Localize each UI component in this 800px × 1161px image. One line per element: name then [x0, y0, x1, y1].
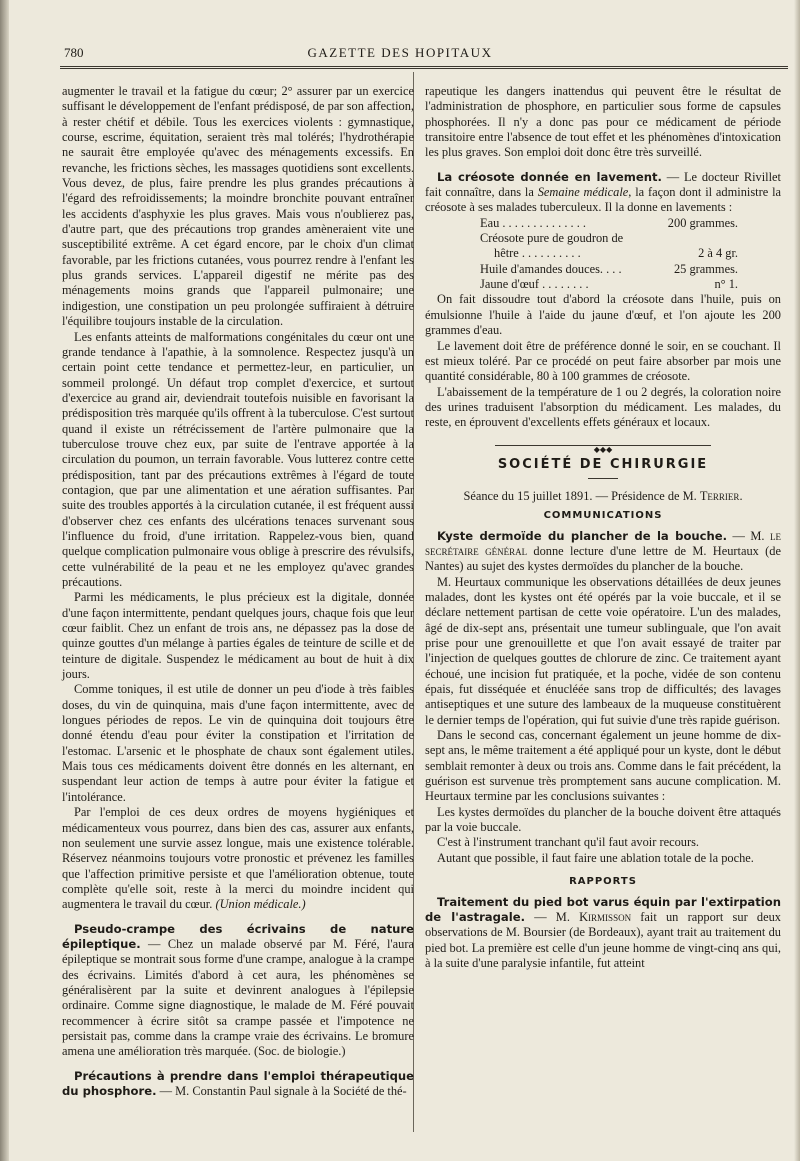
article-pied-bot [425, 895, 781, 972]
article-kyste [425, 529, 781, 575]
paragraph: C'est à l'instrument tranchant qu'il faut avoir recours. [437, 835, 700, 850]
paragraph: M. Heurtaux communique les observations détaillées de deux jeunes malades, dont les kystes ont été opérés par la voie buccale, et il se déclare nettement partisan de cette voie opératoire. L'un des malades, âgé de dix-sept ans, présentait une tumeur sublinguale, que l'on avait prise pour une grenouillette et que l'on avait essayé de traiter par l'injection de quelques gouttes de chlorure de zinc. Ce traitement ayant échoué, une incision fut pratiquée, et la poche, vidée de son contenu épais, fut disséquée et énucléée sans trop de difficultés; des lavages antiseptiques et une suture des lambeaux de la muqueuse constituèrent le dernier temps de l'opération, qui fut suivie d'une très rapide guérison. [425, 574, 781, 727]
article-title: Pseudo-crampe des écrivains de nature épileptique. [62, 921, 414, 951]
header-double-rule [60, 66, 788, 69]
subsection-heading: RAPPORTS [569, 876, 637, 888]
paragraph: augmenter le travail et la fatigue du cœur; 2° assurer par un exercice suffisant le développement de l'enfant prédisposé, de par son affection, à rester chétif et débile. Tous les exercices violents : gymnastique, course, escrime, équitation, seraient très mal tolérés; l'hydrothérapie ne saurait être employée qu'avec des ménagements excessifs. En revanche, les frictions sèches, les massages quotidiens sont excellents. Vous devez, de plus, faire prendre les plus grandes précautions à l'égard des refroidissements; la moindre bronchite pouvant entraîner les accidents d'asphyxie les plus graves. Mais vous n'oublierez pas, d'autre part, que des précautions trop grandes amèneraient vite une susceptibilité extrême. A cet égard encore, par le choix d'un climat favorable, par les frictions cutanées, vous pourrez rendre à l'enfant les plus grands services. L'appareil digestif ne mérite pas des ménagements moins grands que l'appareil pulmonaire; une indigestion, une constipation un peu prolongée suffiraient à détruire l'équilibre toujours instable de la circulation. [62, 84, 414, 329]
recipe-line [480, 262, 738, 277]
paragraph: rapeutique les dangers inattendus qui peuvent être le résultat de l'administration de phosphore, en particulier sous forme de capsules phosphorées. Il n'y a donc pas pour ce médicament de période transitoire entre l'absence de tout effet et les phénomènes d'intoxication les plus graves. Son emploi doit donc être très surveillé. [425, 84, 781, 160]
article-body: , la façon dont il administre la créosote à ses malades tuberculeux. Il la donne en lavements : [425, 185, 782, 215]
subsection-heading: COMMUNICATIONS [543, 510, 663, 522]
session-text: Séance du 15 juillet 1891. — Présidence de M. [463, 488, 700, 503]
paragraph: Dans le second cas, concernant également un jeune homme de dix-sept ans, le même traitement a été appliqué pour un kyste, dont le début semblait remonter à deux ou trois ans. Comme dans le fait précédent, la guérison est survenue très promptement sans aucune complication. M. Heurtaux termine par les conclusions suivantes : [425, 728, 781, 804]
article-body: — Le docteur Rivillet fait connaître, dans la [425, 169, 781, 200]
article-body: — Chez un malade observé par M. Féré, l'aura épileptique se montrait sous forme d'une crampe, analogue à la crampe des écrivains. Limités d'abord à cet aura, les phénomènes se généralisèrent par la suite et devinrent analogues à l'épilepsie ordinaire. Comme signe diagnostique, le malade de M. Féré pouvait recommencer à écrire sitôt sa crampe passée et l'impotence ne persistait pas, comme dans la crampe vraie des écrivains. Le bromure amena une amélioration très marquée. (Soc. de biologie.) [62, 936, 414, 1059]
article-title: La créosote donnée en lavement. [437, 169, 662, 184]
paragraph: Autant que possible, il faut faire une ablation totale de la poche. [437, 850, 754, 865]
page-edge-shadow [794, 0, 800, 1161]
paragraph-text: Par l'emploi de ces deux ordres de moyens hygiéniques et médicamenteux vous pourrez, dans bien des cas, assurer aux enfants, non seulement une survie assez longue, mais une existence tolérable. Réservez néanmoins toujours votre pronostic et prévenez les familles que l'affection primitive persiste et que l'amélioration obtenue, toute complète qu'elle soit, reste à la merci du moindre incident qui augmentera le travail du cœur. [62, 805, 414, 912]
quantity: 200 grammes. [667, 215, 738, 230]
paragraph: Comme toniques, il est utile de donner un peu d'iode à très faibles doses, du vin de quinquina, mais d'une façon intermittente, avec de longues périodes de repos. Le vin de quinquina doit toujours être donné étendu d'eau pour éviter la constipation et l'irritation de l'estomac. L'arsenic et le phosphate de chaux sont également utiles. Mais tous ces médicaments doivent être donnés en les alternant, en suspendant leur action de temps à autre pour éviter la fatigue et l'intolérance. [62, 682, 414, 804]
paragraph: On fait dissoudre tout d'abord la créosote dans l'huile, puis on émulsionne l'huile à l'aide du jaune d'œuf, et l'on ajoute les 200 grammes d'eau. [425, 292, 781, 338]
prescription-recipe [480, 216, 738, 293]
article-pseudo-crampe [62, 922, 414, 1060]
quantity: n° 1. [714, 277, 738, 292]
left-column [62, 84, 414, 1099]
spacer [62, 913, 414, 922]
journal-title: GAZETTE DES HOPITAUX [307, 45, 493, 60]
quantity: 25 grammes. [673, 261, 738, 276]
heading-rule [588, 478, 618, 479]
dash: — [727, 528, 751, 543]
paragraph: Parmi les médicaments, le plus précieux est la digitale, donnée d'une façon intermittente, pendant quelques jours, chaque fois que leur cœur faiblit. Chez un enfant de trois ans, ne dépassez pas la dose de quinze gouttes d'un mélange à parties égales de teinture de scille et de teinture de digitale. Suspendez le médicament au bout de huit à dix jours. [62, 590, 414, 682]
article-phosphore [62, 1069, 414, 1100]
speaker: M. le secrétaire général [425, 528, 781, 558]
ingredient: Eau . . . . . . . . . . . . . . [480, 215, 586, 230]
journal-name: Semaine médicale [537, 185, 629, 200]
speaker: M. Kirmisson [555, 909, 632, 924]
ingredient: Huile d'amandes douces. . . . [480, 261, 622, 276]
article-body: fait un rapport sur deux observations de M. Boursier (de Bordeaux), ayant trait au traitement du pied bot. La première est celle d'un jeune homme de vingt-cinq ans qui, à la suite d'une paralysie infantile, fut atteint [425, 909, 781, 970]
paragraph: L'abaissement de la température de 1 ou 2 degrés, la coloration noire des urines traduisent l'absorption du médicament. Les malades, du reste, en éprouvent d'excellents effets généraux et locaux. [425, 384, 781, 430]
session-end: . [739, 488, 743, 503]
ingredient: Jaune d'œuf . . . . . . . . [480, 277, 589, 292]
ingredient: Créosote pure de goudron de [480, 231, 624, 246]
paragraph: Les kystes dermoïdes du plancher de la bouche doivent être attaqués par la voie buccale. [425, 804, 781, 835]
president-name: Terrier [699, 488, 740, 503]
recipe-line [480, 246, 738, 261]
spacer [62, 1060, 414, 1069]
paragraph: Le lavement doit être de préférence donné le soir, en se couchant. Il est mieux toléré. Par ce procédé on peut faire absorber par mois une quantité considérable, 80 à 100 grammes de créosote. [425, 338, 781, 384]
right-column [425, 84, 781, 971]
recipe-line [480, 231, 738, 246]
article-creosote [425, 170, 781, 216]
article-title: Précautions à prendre dans l'emploi thérapeutique du phosphore. [62, 1068, 414, 1098]
section-ornament [425, 441, 781, 454]
page-binding-shadow [0, 0, 9, 1161]
source-citation: (Union médicale.) [215, 897, 306, 912]
session-line [425, 489, 781, 504]
article-title: Traitement du pied bot varus équin par l'extirpation de l'astragale. [425, 894, 781, 924]
spacer [425, 161, 781, 170]
dash: — [525, 909, 556, 924]
paragraph [62, 805, 414, 912]
page-number: 780 [64, 45, 84, 60]
ingredient: hêtre . . . . . . . . . . [494, 246, 581, 261]
ornament-diamond-icon: ◆◆◆ [590, 446, 616, 454]
article-title: Kyste dermoïde du plancher de la bouche. [437, 528, 728, 543]
recipe-line [480, 216, 738, 231]
section-heading: SOCIÉTÉ DE CHIRURGIE [497, 456, 709, 472]
paragraph: Les enfants atteints de malformations congénitales du cœur ont une grande tendance à l'apathie, à la somnolence. Respectez jusqu'à un certain point cette tendance et permettez-leur, en particulier, un sommeil prolongé. Un défaut trop complet d'exercice, et surtout d'exercice au grand air, deviendrait toutefois nuisible en favorisant la prédisposition très marquée qu'ils offrent à la tuberculose. C'est surtout quand il existe un rétrécissement de l'artère pulmonaire que la tuberculose trouve chez eux, par suite de l'entrave apportée à la circulation du poumon, un terrain favorable. Vous lutterez contre cette prédisposition, tant par des précautions extrêmes à l'égard de toute contagion, que par une alimentation et une aération suffisantes. Par suite des troubles apportés à la circulation cutanée, il est fréquent aussi d'observer chez ces enfants des ulcérations tenaces survenant sous l'influence du froid, d'une irritation. Rappelez-vous bien, quand quelque complication pulmonaire vous oblige à prescrire des révulsifs, cette vulnérabilité de la peau et ne les employez qu'avec grandes précautions. [62, 329, 414, 589]
article-body: donne lecture d'une lettre de M. Heurtaux (de Nantes) au sujet des kystes dermoïdes du plancher de la bouche. [425, 543, 781, 574]
article-body: — M. Constantin Paul signale à la Société de thé- [156, 1084, 407, 1098]
quantity: 2 à 4 gr. [698, 246, 738, 261]
recipe-line [480, 277, 738, 292]
